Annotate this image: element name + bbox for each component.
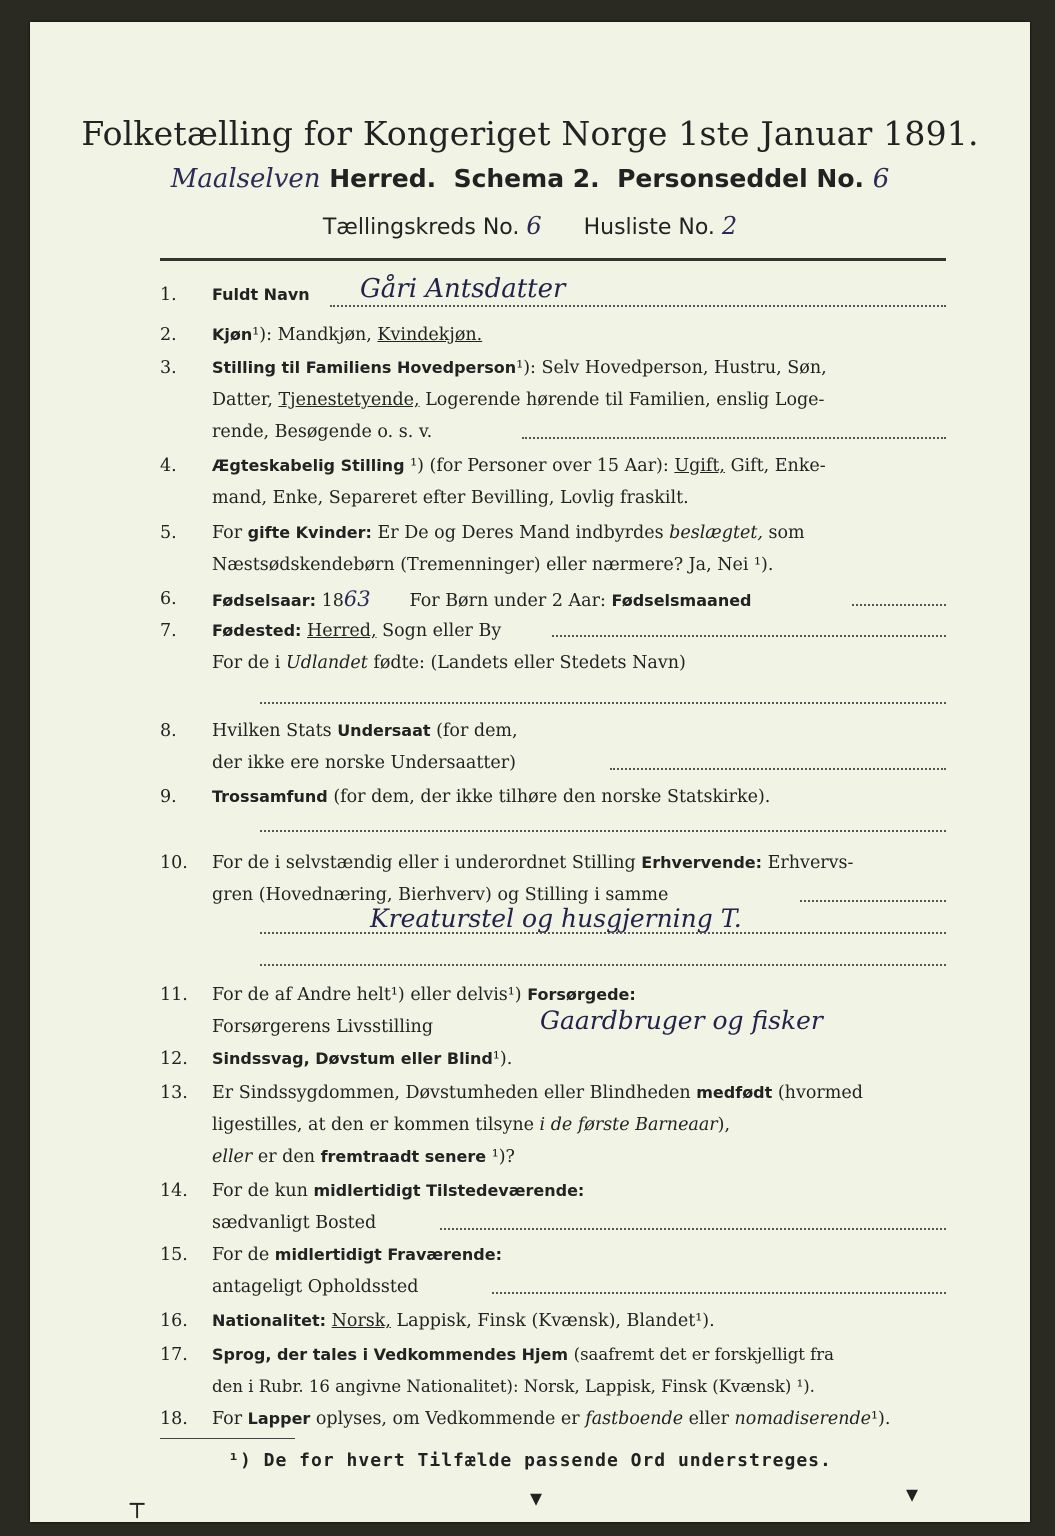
corner-mark-right: ▾	[906, 1480, 919, 1508]
q16-rest: Lappisk, Finsk (Kvænsk), Blandet¹).	[396, 1311, 715, 1331]
q6-label: Fødselsaar:	[212, 591, 316, 610]
q4-number: 4.	[160, 456, 177, 476]
q7-number: 7.	[160, 621, 177, 641]
q10-dots2	[260, 932, 946, 934]
q7-dots2	[260, 702, 946, 704]
q15-label: midlertidigt Fraværende:	[274, 1245, 502, 1264]
q11-line1a: For de af Andre helt	[212, 985, 391, 1005]
kreds-label: Tællingskreds No.	[322, 215, 520, 240]
q13-line3c: ¹)?	[491, 1147, 515, 1167]
q13-label2: fremtraadt senere	[320, 1147, 487, 1166]
q6-mid: For Børn under 2 Aar:	[409, 591, 606, 611]
q2-opt-male: Mandkjøn,	[277, 325, 372, 345]
personseddel-value: 6	[872, 164, 890, 194]
q3-label: Stilling til Familiens Hovedperson	[212, 358, 517, 377]
q8-dots	[610, 768, 946, 770]
q11-line2: Forsørgerens Livsstilling	[212, 1017, 434, 1037]
q13-line1a: Er Sindssygdommen, Døvstumheden eller Blindheden	[212, 1083, 691, 1103]
q16-opt-norsk: Norsk,	[331, 1311, 391, 1331]
q13-line2c: ),	[717, 1115, 731, 1135]
q8-label: Undersaat	[337, 721, 431, 740]
schema-line	[30, 164, 1030, 194]
q9-rest: (for dem, der ikke tilhøre den norske Statskirke).	[333, 787, 771, 807]
census-form	[30, 22, 1030, 1522]
q10-label: Erhvervende:	[641, 853, 763, 872]
q9-dots	[260, 830, 946, 832]
q10-line1b: Erhvervs-	[767, 853, 854, 873]
q1-name-value: Gåri Antsdatter	[360, 274, 566, 304]
q18-line1b: oplyses, om Vedkommende er	[315, 1409, 580, 1429]
q13-eller: eller	[212, 1147, 253, 1167]
q7-opt-herred: Herred,	[307, 621, 377, 641]
q8-line1b: (for dem,	[436, 721, 518, 741]
q15-dots	[492, 1292, 946, 1294]
q13-number: 13.	[160, 1083, 188, 1103]
corner-mark-center: ▾	[530, 1484, 543, 1512]
q17-label: Sprog, der tales i Vedkommendes Hjem	[212, 1345, 569, 1364]
q3-dots	[522, 437, 946, 439]
q10-number: 10.	[160, 853, 188, 873]
q15-line1a: For de	[212, 1245, 270, 1265]
q7-label: Fødested:	[212, 621, 302, 640]
q3-sup: ¹):	[516, 358, 536, 378]
q8-line2: der ikke ere norske Undersaatter)	[212, 753, 516, 773]
herred-value: Maalselven	[170, 164, 321, 194]
q11-number: 11.	[160, 985, 188, 1005]
q14-number: 14.	[160, 1181, 188, 1201]
q18-fastboende: fastboende	[585, 1409, 684, 1429]
q10-dots3	[260, 964, 946, 966]
q11-line1b: eller delvis	[410, 985, 508, 1005]
corner-mark-left: ┬	[130, 1490, 145, 1518]
q5-beslaegtet: beslægtet,	[669, 523, 763, 543]
q10-line1a: For de i selvstændig eller i underordnet Stilling	[212, 853, 636, 873]
q13-label: medfødt	[696, 1083, 773, 1102]
q2-label: Kjøn	[212, 325, 253, 344]
form-title: Folketælling for Kongeriget Norge 1ste Januar 1891.	[81, 114, 979, 153]
q18-label: Lapper	[247, 1409, 311, 1428]
q5-som: som	[768, 523, 805, 543]
herred-label: Herred.	[329, 164, 437, 193]
q7-rest: Sogn eller By	[382, 621, 502, 641]
q5-line2: Næstsødskendebørn (Tremenninger) eller nærmere? Ja, Nei ¹).	[212, 555, 774, 575]
footnote: ¹) De for hvert Tilfælde passende Ord understreges.	[228, 1450, 832, 1471]
q1-number: 1.	[160, 285, 177, 305]
q11-sup1: ¹)	[390, 985, 405, 1005]
q3-line2: Logerende hørende til Familien, enslig Loge-	[425, 390, 825, 410]
q10-line2: gren (Hovednæring, Bierhverv) og Stilling i samme	[212, 885, 669, 905]
husliste-label: Husliste No.	[583, 215, 715, 240]
footnote-divider	[160, 1438, 295, 1439]
q14-label: midlertidigt Tilstedeværende:	[313, 1181, 585, 1200]
q6-label2: Fødselsmaaned	[611, 591, 752, 610]
q9-label: Trossamfund	[212, 787, 328, 806]
q11-label: Forsørgede:	[527, 985, 636, 1004]
personseddel-label: Personseddel No.	[617, 164, 864, 193]
q10-occupation-value: Kreaturstel og husgjerning T.	[370, 904, 742, 933]
header-divider	[160, 258, 946, 261]
q7-udlandet: Udlandet	[285, 653, 368, 673]
q2-opt-female: Kvindekjøn.	[377, 325, 483, 345]
q18-sup: ¹).	[871, 1409, 891, 1429]
q4-line1: (for Personer over 15 Aar):	[429, 456, 669, 476]
q1-label: Fuldt Navn	[212, 285, 310, 304]
q5-for: For	[212, 523, 243, 543]
q15-number: 15.	[160, 1245, 188, 1265]
q1-dots	[330, 305, 946, 307]
q3-opt-datter: Datter,	[212, 390, 273, 410]
q6-year-value: 63	[343, 587, 371, 611]
q5-line1: Er De og Deres Mand indbyrdes	[377, 523, 664, 543]
q8-line1a: Hvilken Stats	[212, 721, 332, 741]
q11-provider-value: Gaardbruger og fisker	[540, 1006, 823, 1035]
q9-number: 9.	[160, 787, 177, 807]
q3-number: 3.	[160, 358, 177, 378]
q7-line2c: fødte: (Landets eller Stedets Navn)	[373, 653, 686, 673]
q14-line1a: For de kun	[212, 1181, 308, 1201]
q6-number: 6.	[160, 589, 177, 609]
q5-label: gifte Kvinder:	[247, 523, 372, 542]
q7-dots	[552, 635, 946, 637]
q13-line2a: ligestilles, at den er kommen tilsyne	[212, 1115, 534, 1135]
q4-line1-rest: Gift, Enke-	[730, 456, 826, 476]
q3-line3: rende, Besøgende o. s. v.	[212, 422, 433, 442]
q14-dots	[440, 1228, 946, 1230]
q13-line3b: er den	[257, 1147, 315, 1167]
q18-eller: eller	[688, 1409, 729, 1429]
q4-line2: mand, Enke, Separeret efter Bevilling, Lovlig fraskilt.	[212, 488, 689, 508]
q12-sup: ¹).	[492, 1049, 513, 1069]
schema-label: Schema 2.	[453, 164, 600, 193]
q16-label: Nationalitet:	[212, 1311, 327, 1330]
q16-number: 16.	[160, 1311, 188, 1331]
q6-prefix: 18	[321, 591, 344, 611]
q7-line2a: For de i	[212, 653, 281, 673]
q4-sup: ¹)	[410, 456, 424, 476]
q13-line2b: i de første Barneaar	[539, 1115, 718, 1135]
q11-sup2: ¹)	[507, 985, 522, 1005]
q18-for: For	[212, 1409, 243, 1429]
kreds-line	[30, 212, 1030, 240]
q8-number: 8.	[160, 721, 177, 741]
q2-number: 2.	[160, 325, 177, 345]
q17-number: 17.	[160, 1345, 188, 1365]
q18-nomadiserende: nomadiserende	[734, 1409, 872, 1429]
q17-line2: den i Rubr. 16 angivne Nationalitet): Norsk, Lappisk, Finsk (Kvænsk) ¹).	[212, 1377, 815, 1396]
q15-line2: antageligt Opholdssted	[212, 1277, 419, 1297]
q6-dots	[852, 604, 946, 606]
q3-opt-tjenestetyende: Tjenestetyende,	[278, 390, 420, 410]
husliste-value: 2	[721, 212, 738, 240]
q12-number: 12.	[160, 1049, 188, 1069]
kreds-value: 6	[526, 212, 542, 240]
q12-label: Sindssvag, Døvstum eller Blind	[212, 1049, 493, 1068]
q17-line1b: (saafremt det er forskjelligt fra	[573, 1345, 834, 1364]
q3-line1: Selv Hovedperson, Hustru, Søn,	[541, 358, 827, 378]
q4-label: Ægteskabelig Stilling	[212, 456, 405, 475]
q13-line1b: (hvormed	[777, 1083, 863, 1103]
q10-dots	[800, 900, 946, 902]
q14-line2: sædvanligt Bosted	[212, 1213, 377, 1233]
q5-number: 5.	[160, 523, 177, 543]
q4-opt-ugift: Ugift,	[674, 456, 725, 476]
q2-sup: ¹):	[252, 325, 273, 345]
q18-number: 18.	[160, 1409, 188, 1429]
